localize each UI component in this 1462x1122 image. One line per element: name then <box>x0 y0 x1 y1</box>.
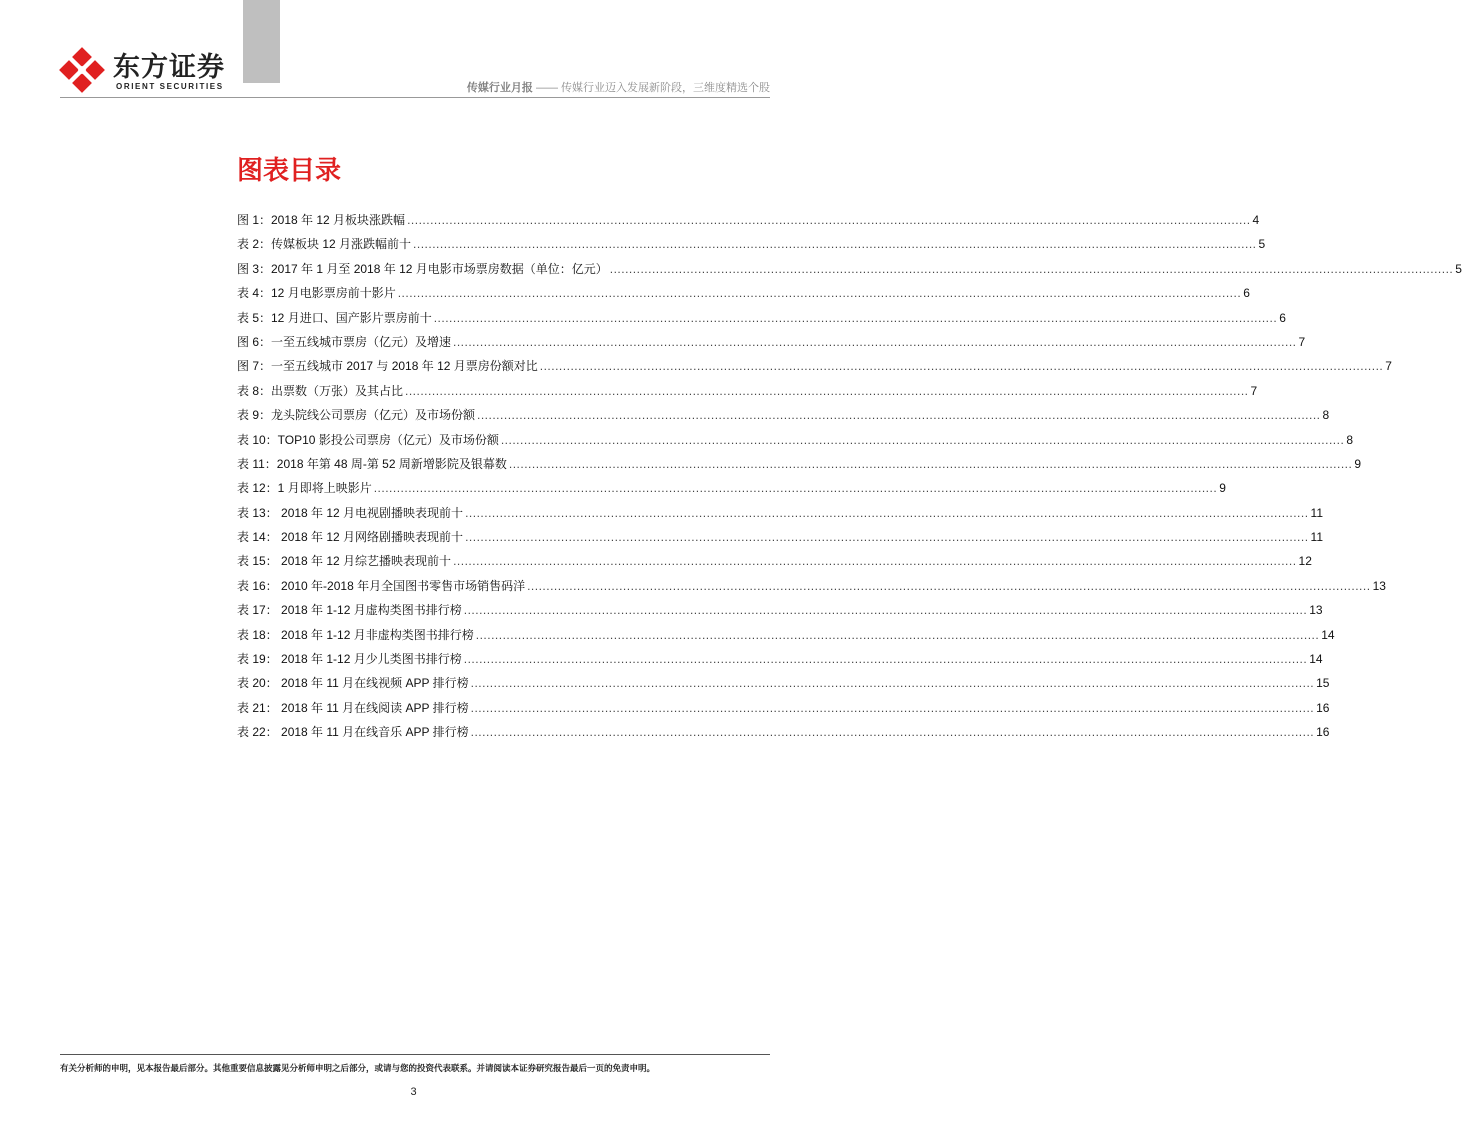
toc-entry[interactable] <box>237 650 1323 674</box>
toc-entry-page: 9 <box>1354 456 1362 471</box>
toc-dot-leader: ............................................................................................................................................................................................................................ <box>405 383 1249 398</box>
toc-entry-label: 表 22： 2018 年 11 月在线音乐 APP 排行榜 <box>237 725 469 740</box>
toc-entry[interactable] <box>237 309 1286 333</box>
toc-dot-leader: ............................................................................................................................................................................................................................ <box>465 505 1309 520</box>
toc-entry-label: 表 4：12 月电影票房前十影片 <box>237 286 396 301</box>
toc-entry-page: 4 <box>1252 213 1260 227</box>
toc-dot-leader: ............................................................................................................................................................................................................................ <box>407 213 1251 227</box>
toc-entry-label: 表 2：传媒板块 12 月涨跌幅前十 <box>237 237 412 252</box>
toc-entry-label: 图 7：一至五线城市 2017 与 2018 年 12 月票房份额对比 <box>237 359 538 374</box>
toc-entry[interactable] <box>237 211 1260 235</box>
toc-dot-leader: ............................................................................................................................................................................................................................ <box>470 725 1315 740</box>
toc-entry-page: 5 <box>1455 261 1462 276</box>
toc-entry[interactable] <box>237 382 1258 406</box>
toc-entry-page: 6 <box>1243 286 1250 301</box>
company-logo <box>60 48 230 94</box>
header-divider <box>60 97 770 98</box>
toc-dot-leader: ............................................................................................................................................................................................................................ <box>470 700 1315 715</box>
toc-entry-page: 6 <box>1279 310 1286 325</box>
toc-dot-leader: ............................................................................................................................................................................................................................ <box>609 261 1454 276</box>
report-type: 传媒行业月报 <box>466 82 533 94</box>
page-number: 3 <box>410 1086 417 1098</box>
toc-entry[interactable] <box>237 577 1386 601</box>
toc-entry-page: 9 <box>1219 481 1226 496</box>
toc-entry-page: 14 <box>1321 627 1335 642</box>
toc-entry-page: 7 <box>1385 359 1392 374</box>
toc-entry-label: 表 9：龙头院线公司票房（亿元）及市场份额 <box>237 408 476 423</box>
logo-chinese-name: 东方证券 <box>113 52 225 83</box>
toc-entry[interactable] <box>237 552 1312 576</box>
toc-dot-leader: ............................................................................................................................................................................................................................ <box>433 310 1278 325</box>
toc-entry-label: 表 16： 2010 年-2018 年月全国图书零售市场销售码洋 <box>237 578 526 593</box>
toc-entry-label: 表 10：TOP10 影投公司票房（亿元）及市场份额 <box>237 432 499 447</box>
toc-dot-leader: ............................................................................................................................................................................................................................ <box>508 456 1353 471</box>
toc-entry[interactable] <box>237 601 1323 625</box>
toc-entry-label: 表 20： 2018 年 11 月在线视频 APP 排行榜 <box>237 676 469 691</box>
toc-entry-label: 表 14： 2018 年 12 月网络剧播映表现前十 <box>237 530 464 545</box>
toc-entry-label: 表 19： 2018 年 1-12 月少儿类图书排行榜 <box>237 652 462 667</box>
toc-entry-label: 表 18： 2018 年 1-12 月非虚构类图书排行榜 <box>237 627 474 642</box>
header-separator: —— <box>535 82 558 94</box>
toc-entry[interactable] <box>237 357 1392 381</box>
toc-entry[interactable] <box>237 674 1330 698</box>
toc-entry-page: 12 <box>1298 554 1312 569</box>
toc-dot-leader: ............................................................................................................................................................................................................................ <box>475 627 1320 642</box>
toc-entry[interactable] <box>237 406 1330 430</box>
footer-disclaimer: 有关分析师的申明，见本报告最后部分。其他重要信息披露见分析师申明之后部分，或请与您的投资代表联系。并请阅读本证券研究报告最后一页的免责申明。 <box>60 1063 656 1073</box>
logo-english-name: ORIENT SECURITIES <box>116 82 224 91</box>
orient-securities-logo-icon <box>60 48 104 92</box>
toc-entry-page: 8 <box>1322 408 1330 423</box>
toc-entry[interactable] <box>237 431 1353 455</box>
toc-entry-label: 表 21： 2018 年 11 月在线阅读 APP 排行榜 <box>237 700 469 715</box>
toc-entry-label: 图 6：一至五线城市票房（亿元）及增速 <box>237 334 452 349</box>
toc-dot-leader: ............................................................................................................................................................................................................................ <box>463 652 1308 667</box>
toc-entry[interactable] <box>237 699 1330 723</box>
toc-entry-page: 7 <box>1298 334 1306 349</box>
toc-dot-leader: ............................................................................................................................................................................................................................ <box>453 554 1297 569</box>
toc-entry-label: 表 5：12 月进口、国产影片票房前十 <box>237 310 432 325</box>
toc-dot-leader: ............................................................................................................................................................................................................................ <box>373 481 1218 496</box>
toc-entry-page: 16 <box>1316 725 1330 740</box>
toc-entry[interactable] <box>237 528 1324 552</box>
toc-entry-label: 表 13： 2018 年 12 月电视剧播映表现前十 <box>237 505 464 520</box>
toc-entry[interactable] <box>237 723 1330 747</box>
toc-entry[interactable] <box>237 260 1462 284</box>
toc-entry[interactable] <box>237 626 1335 650</box>
toc-entry-label: 表 17： 2018 年 1-12 月虚构类图书排行榜 <box>237 603 462 618</box>
report-subtitle: 传媒行业迈入发展新阶段，三维度精选个股 <box>561 82 770 94</box>
toc-dot-leader: ............................................................................................................................................................................................................................ <box>463 603 1308 618</box>
toc-entry-label: 表 12：1 月即将上映影片 <box>237 481 372 496</box>
toc-dot-leader: ............................................................................................................................................................................................................................ <box>465 530 1309 545</box>
toc-dot-leader: ............................................................................................................................................................................................................................ <box>539 359 1384 374</box>
footer-divider <box>60 1054 770 1055</box>
toc-entry-label: 图 1：2018 年 12 月板块涨跌幅 <box>237 213 406 227</box>
toc-entry-page: 7 <box>1250 383 1258 398</box>
toc-entry-page: 8 <box>1346 432 1353 447</box>
toc-entry[interactable] <box>237 455 1362 479</box>
toc-dot-leader: ............................................................................................................................................................................................................................ <box>527 578 1371 593</box>
toc-entry-page: 5 <box>1258 237 1266 252</box>
toc-entry-label: 表 11：2018 年第 48 周-第 52 周新增影院及银幕数 <box>237 456 507 471</box>
toc-entry[interactable] <box>237 333 1306 357</box>
header-accent-bar <box>243 0 280 83</box>
toc-entry[interactable] <box>237 504 1324 528</box>
toc-entry-page: 13 <box>1309 603 1323 618</box>
toc-entry-page: 14 <box>1309 652 1323 667</box>
toc-dot-leader: ............................................................................................................................................................................................................................ <box>470 676 1315 691</box>
toc-dot-leader: ............................................................................................................................................................................................................................ <box>477 408 1321 423</box>
toc-entry-page: 16 <box>1316 700 1330 715</box>
toc-dot-leader: ............................................................................................................................................................................................................................ <box>413 237 1257 252</box>
toc-entry-label: 表 8：出票数（万张）及其占比 <box>237 383 404 398</box>
toc-entry-page: 11 <box>1310 530 1324 545</box>
report-header <box>467 81 770 95</box>
toc-entry-label: 图 3：2017 年 1 月至 2018 年 12 月电影市场票房数据（单位：亿元） <box>237 261 608 276</box>
toc-entry[interactable] <box>237 235 1266 259</box>
toc-entry-page: 11 <box>1310 505 1324 520</box>
toc-entry-page: 13 <box>1372 578 1386 593</box>
toc-title: 图表目录 <box>237 156 342 186</box>
toc-entry-page: 15 <box>1316 676 1330 691</box>
toc-dot-leader: ............................................................................................................................................................................................................................ <box>397 286 1242 301</box>
toc-entry-label: 表 15： 2018 年 12 月综艺播映表现前十 <box>237 554 452 569</box>
toc-entry[interactable] <box>237 284 1250 308</box>
toc-dot-leader: ............................................................................................................................................................................................................................ <box>453 334 1297 349</box>
toc-entry[interactable] <box>237 479 1226 503</box>
table-of-figures <box>237 211 1462 748</box>
toc-dot-leader: ............................................................................................................................................................................................................................ <box>500 432 1345 447</box>
